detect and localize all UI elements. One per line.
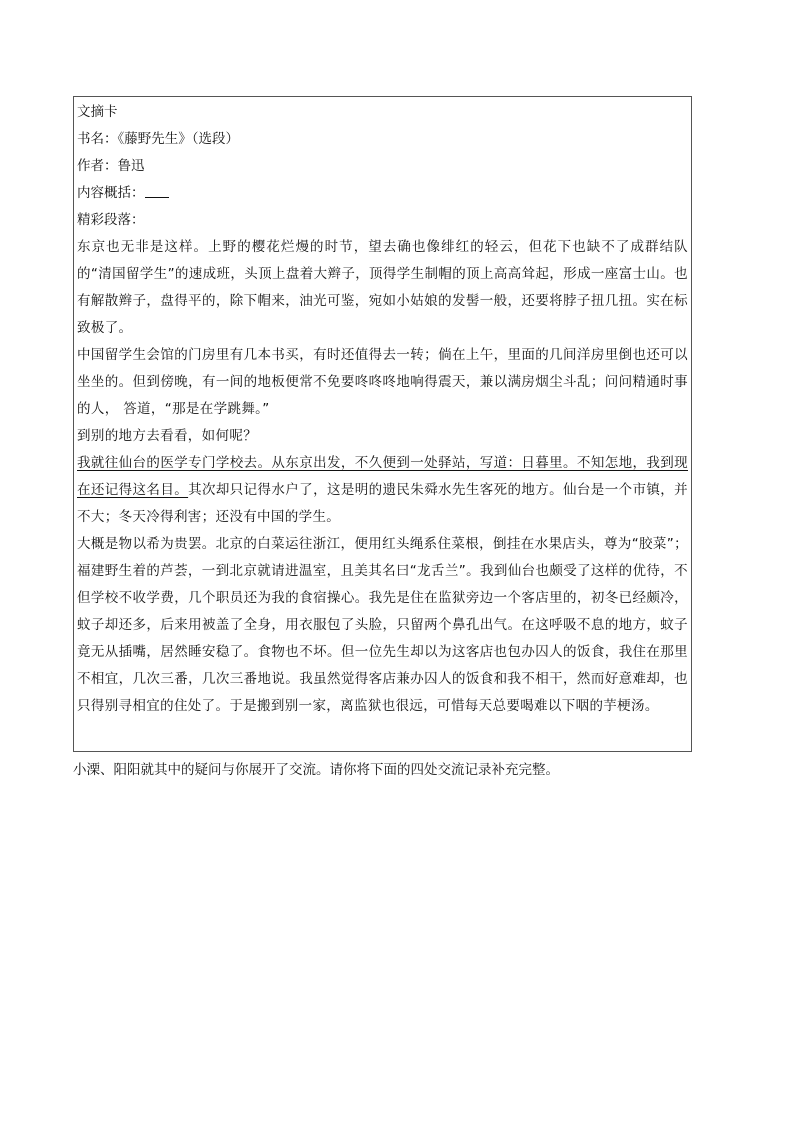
summary-label: 内容概括：: [77, 185, 145, 201]
paragraph-4: [77, 450, 688, 531]
book-value: 《藤野先生》（选段）: [117, 131, 239, 147]
question-prompt: 小溧、阳阳就其中的疑问与你展开了交流。请你将下面的四处交流记录补充完整。: [73, 762, 559, 778]
card-title: 文摘卡: [77, 104, 118, 120]
excerpt-label: 精彩段落：: [77, 212, 145, 228]
paragraph-2: 中国留学生会馆的门房里有几本书买，有时还值得去一转；倘在上午，里面的几间洋房里倒也还可以坐坐的。但到傍晚，有一间的地板便常不免要咚咚咚地响得震天，兼以满房烟尘斗乱；问问精通时事的人， 答道，“那是在学跳舞。”: [77, 347, 688, 417]
summary-row: [77, 180, 688, 207]
author-row: [77, 153, 688, 180]
paragraph-4-rest: 其次却只记得水户了，这是明的遗民朱舜水先生客死的地方。仙台是一个市镇，并不大；冬天冷得利害；还没有中国的学生。: [77, 482, 688, 525]
paragraph-3: 到别的地方去看看，如何呢？: [77, 428, 258, 444]
paragraph-1: 东京也无非是这样。上野的樱花烂熳的时节，望去确也像绯红的轻云，但花下也缺不了成群结队的“清国留学生”的速成班，头顶上盘着大辫子，顶得学生制帽的顶上高高耸起，形成一座富士山。也有解散辫子，盘得平的，除下帽来，油光可鉴，宛如小姑娘的发髻一般，还要将脖子扭几扭。实在标致极了。: [77, 239, 688, 336]
paragraph-4-underlined: 我就往仙台的医学专门学校去。从东京出发，不久便到一处驿站，写道：日暮里。不知怎地，我到现在还记得这名目。: [77, 455, 688, 498]
summary-blank: [145, 183, 169, 198]
author-value: 鲁迅: [117, 158, 145, 174]
book-label: 书名：: [77, 131, 118, 147]
excerpt-card: [73, 96, 692, 752]
book-row: [77, 126, 688, 153]
author-label: 作者：: [77, 158, 118, 174]
paragraph-5: 大概是物以希为贵罢。北京的白菜运往浙江，便用红头绳系住菜根，倒挂在水果店头，尊为“胶菜”；福建野生着的芦荟，一到北京就请进温室，且美其名曰“龙舌兰”。我到仙台也颇受了这样的优待，不但学校不收学费，几个职员还为我的食宿操心。我先是住在监狱旁边一个客店里的，初冬已经颇冷，蚊子却还多，后来用被盖了全身，用衣服包了头脸，只留两个鼻孔出气。在这呼吸不息的地方，蚊子竟无从插嘴，居然睡安稳了。食物也不坏。但一位先生却以为这客店也包办囚人的饭食，我住在那里不相宜，几次三番，几次三番地说。我虽然觉得客店兼办囚人的饭食和我不相干，然而好意难却，也只得别寻相宜的住处了。于是搬到别一家，离监狱也很远，可惜每天总要喝难以下咽的芋梗汤。: [77, 536, 688, 714]
